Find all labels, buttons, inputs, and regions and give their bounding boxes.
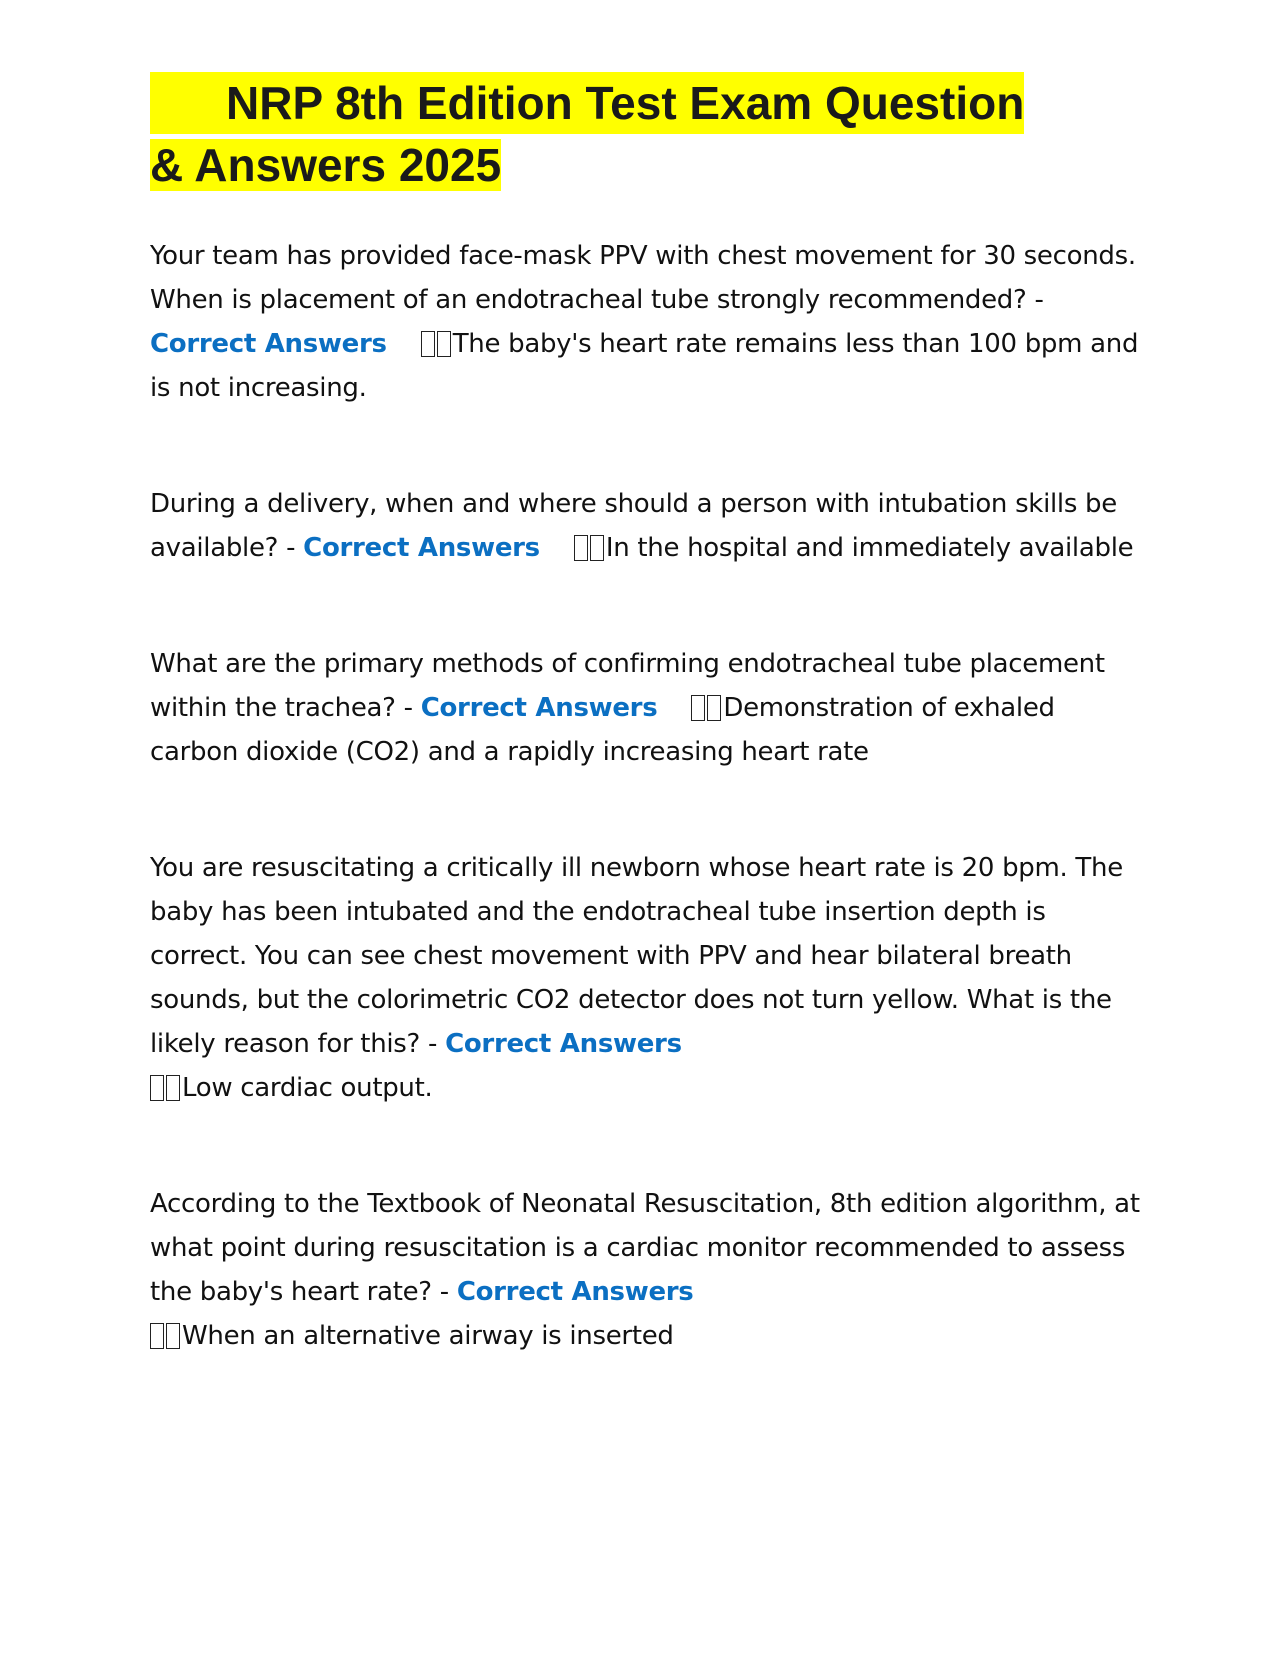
correct-answers-label: Correct Answers (445, 1029, 682, 1059)
separator: - (431, 1277, 457, 1307)
answer-text: Demonstration of exhaled carbon dioxide (CO2) and a rapidly increasing heart rate (150, 693, 1055, 767)
missing-glyph-icon (437, 331, 451, 357)
correct-answers-label: Correct Answers (420, 693, 658, 723)
qa-item-3 (150, 642, 1140, 774)
missing-glyph-icon (691, 695, 705, 721)
title-line-2: & Answers 2025 (150, 139, 502, 191)
qa-item-2 (150, 482, 1140, 570)
question-text: During a delivery, when and where should a person with intubation skills be available? (150, 489, 1117, 563)
question-text: You are resuscitating a critically ill newborn whose heart rate is 20 bpm. The baby has been intubated and the endotracheal tube insertion depth is correct. You can see chest movement with PPV and hear bilateral breath sounds, but the colorimetric CO2 detector does not turn yellow. What is the likely reason for this? (150, 853, 1123, 1059)
answer-text: The baby's heart rate remains less than 100 bpm and is not increasing. (150, 329, 1139, 403)
missing-glyph-icon (590, 535, 604, 561)
answer-text: In the hospital and immediately available (605, 533, 1134, 563)
document-title (150, 72, 1140, 196)
missing-glyph-icon (150, 1075, 164, 1101)
answer-text: Low cardiac output. (182, 1073, 433, 1103)
separator: - (278, 533, 304, 563)
missing-glyph-icon (150, 1323, 164, 1349)
question-text: According to the Textbook of Neonatal Resuscitation, 8th edition algorithm, at what point during resuscitation is a cardiac monitor recommended to assess the baby's heart rate? (150, 1189, 1140, 1307)
correct-answers-label: Correct Answers (303, 533, 540, 563)
question-text: Your team has provided face-mask PPV with chest movement for 30 seconds. When is placement of an endotracheal tube strongly recommended? (150, 241, 1136, 315)
qa-item-4 (150, 846, 1140, 1110)
title-line-1: NRP 8th Edition Test Exam Question (150, 72, 1024, 134)
missing-glyph-icon (574, 535, 588, 561)
missing-glyph-icon (421, 331, 435, 357)
document-page (150, 72, 1140, 1430)
correct-answers-label: Correct Answers (456, 1277, 694, 1307)
qa-item-1 (150, 234, 1140, 410)
separator: - (420, 1029, 446, 1059)
correct-answers-label: Correct Answers (150, 329, 387, 359)
answer-text: When an alternative airway is inserted (182, 1321, 674, 1351)
qa-item-5 (150, 1182, 1140, 1358)
separator: - (395, 693, 421, 723)
question-text: What are the primary methods of confirming endotracheal tube placement within the trachea? (150, 649, 1105, 723)
missing-glyph-icon (166, 1323, 180, 1349)
missing-glyph-icon (707, 695, 721, 721)
separator: - (1026, 285, 1044, 315)
missing-glyph-icon (166, 1075, 180, 1101)
